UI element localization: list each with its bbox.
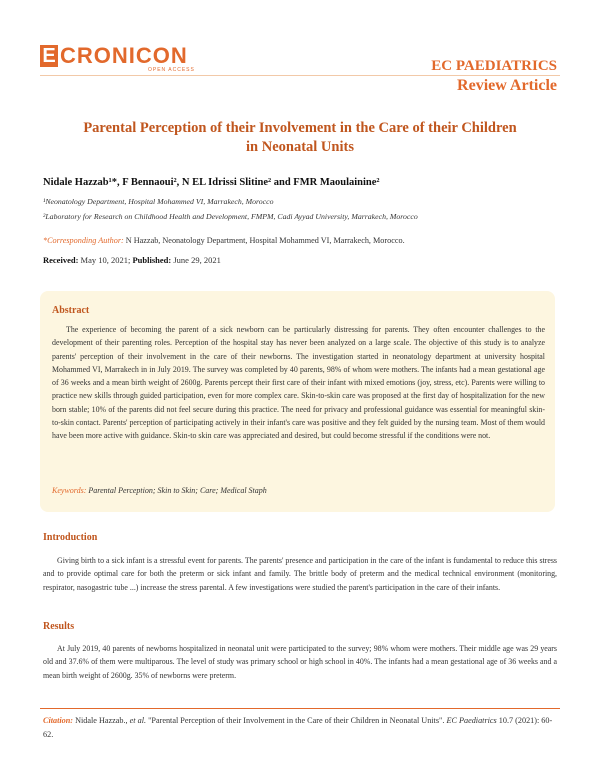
citation-journal: EC Paediatrics	[446, 716, 497, 725]
keywords	[52, 486, 267, 495]
citation-title: "Parental Perception of their Involvement in the Care of their Children in Neonatal Units".	[146, 716, 447, 725]
received-date: May 10, 2021;	[78, 255, 133, 265]
logo-text: CRONICON	[60, 43, 188, 68]
citation-label: Citation:	[43, 716, 74, 725]
citation-volume: 10.7 (2021): 60-62.	[43, 716, 553, 739]
header-divider	[40, 75, 560, 76]
introduction-heading: Introduction	[43, 532, 98, 543]
cronicon-logo	[40, 45, 200, 73]
journal-name: EC PAEDIATRICS	[431, 58, 557, 74]
citation-authors: Nidale Hazzab.,	[73, 716, 130, 725]
corresponding-author	[43, 236, 405, 245]
keywords-label: Keywords:	[52, 486, 87, 495]
citation	[43, 714, 557, 742]
logo-subtitle: OPEN ACCESS	[148, 67, 195, 73]
corresponding-text: N Hazzab, Neonatology Department, Hospital Mohammed VI, Marrakech, Morocco.	[123, 236, 405, 245]
received-label: Received:	[43, 255, 79, 265]
citation-etal: et al.	[129, 716, 147, 725]
logo-letter: E	[40, 45, 58, 67]
title-line-2: in Neonatal Units	[246, 139, 354, 155]
published-label: Published:	[132, 255, 172, 265]
author-list: Nidale Hazzab¹*, F Bennaoui², N EL Idrissi Slitine² and FMR Maoulainine²	[43, 177, 380, 188]
keywords-text: Parental Perception; Skin to Skin; Care; Medical Staph	[86, 486, 267, 495]
introduction-body: Giving birth to a sick infant is a stressful event for parents. The parents' presence and participation in the care of the infant is fundamental to reduce this stress and to provide optimal care for both the preterm or sick infant and family. The brittle body of preterm and the medical technical environment (monitoring, respirator, nasogastric tube ...) increase the stress parental. A few investigations were studied the parent's participation in the care of their infants.	[43, 556, 557, 592]
corresponding-label: *Corresponding Author:	[43, 236, 124, 245]
title-line-1: Parental Perception of their Involvement in the Care of their Children	[83, 120, 517, 136]
publication-dates	[43, 255, 221, 265]
abstract-heading: Abstract	[52, 305, 90, 316]
abstract-box	[40, 291, 555, 512]
results-heading: Results	[43, 621, 75, 632]
results-body: At July 2019, 40 parents of newborns hospitalized in neonatal unit were participated to the survey; 98% whom were mothers. Their middle age was 29 years old and 37.6% of them were multiparous. The level of study was primary school or high school in 40%. The infants had a mean gestational age of 36 weeks and a mean birth weight of 2600g. 35% of newborns were preterm.	[43, 644, 557, 680]
affiliation-2: ²Laboratory for Research on Childhood Health and Development, FMPM, Cadi Ayyad University, Marrakech, Morocco	[43, 212, 418, 221]
article-type: Review Article	[457, 77, 557, 94]
published-date: June 29, 2021	[171, 255, 221, 265]
abstract-body: The experience of becoming the parent of a sick newborn can be particularly distressing for parents. They often encounter challenges to the development of their parenting roles. Perception of the hospital stay has never been analyzed on a large scale. The objective of this study is to analyze parents' perception of their involvement in the care of their newborns. The investigation started in neonatology department at university hospital Mohammed VI, Marrakech in in July 2019. The survey was completed by 40 parents, 98% of whom were mothers. The infants had a mean gestational age of 36 weeks and a mean birth weight of 2600g. Parents percept their first care of their infant with mixed emotions (joy, stress, etc). Parents were willing to practice new skills through guided participation, even for more complex care. Skin-to-skin care was proposed at the first day of hospitalization for the new born stable; 10% of the parents did not feel secure during this practice. The need for privacy and professional guidance was essential for meaningful skin-to-skin contact. Parents' perception of participating actively in their infant's care was positive and they felt guided by the nursing team. Most of them would have been more active with guidance. Skin-to skin care was appreciated and desired, but could become stressful if the conditions were not.	[52, 325, 545, 441]
footer-divider	[40, 708, 560, 709]
paper-title	[60, 119, 540, 157]
affiliation-1: ¹Neonatology Department, Hospital Mohammed VI, Marrakech, Morocco	[43, 197, 274, 206]
